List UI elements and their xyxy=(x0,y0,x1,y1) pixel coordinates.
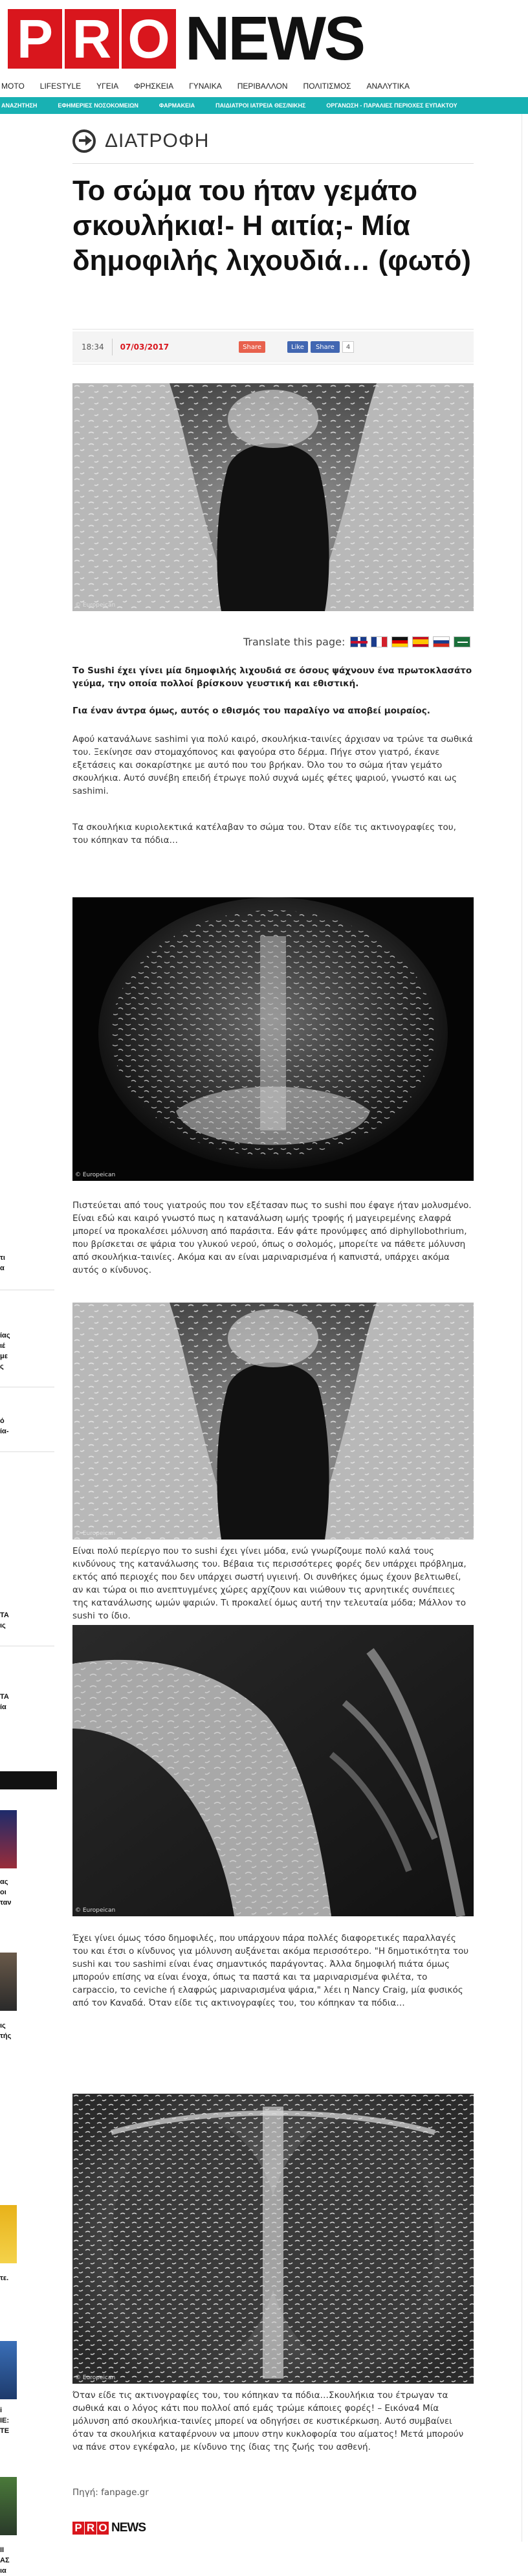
logo-pro xyxy=(8,9,179,69)
nav-item-environment[interactable]: ΠΕΡΙΒΑΛΛΟΝ xyxy=(237,82,288,91)
nav-item-religion[interactable]: ΦΡΗΣΚΕΙΑ xyxy=(134,82,174,91)
article-meta-bar xyxy=(72,331,474,363)
xray-graphic xyxy=(72,2094,474,2384)
site-header xyxy=(0,0,528,74)
nav-item-culture[interactable]: ΠΟΛΙΤΙΣΜΟΣ xyxy=(303,82,351,91)
subnav-item-search[interactable]: ΑΝΑΖΗΤΗΣΗ xyxy=(1,102,38,109)
sidebar-frag[interactable]: τε. xyxy=(0,2274,9,2282)
article-paragraph: Έχει γίνει όμως τόσο δημοφιλές, που υπάρχουν πάρα πολλές διαφορετικές παραλλαγές του και έτσι ο κίνδυνος για μόλυνση αυξάνεται ακόμα περισσότερο. "Η δημοτικότητα του sushi και του sashimi είναι ένας σημαντικός παράγοντας. Άλλα δημοφιλή πιάτα όμως μπορούν επίσης να είναι ένοχα, όπως τα παστά και τα μαριναρισμένα φιλέτα, το carpaccio, το ceviche ή ελαφρώς μαριναρισμένα ψάρια," λέει η Nancy Craig, μία φυσικός από τον Καναδά. Όταν είδε τις ακτινογραφίες του, του κόπηκαν τα πόδια… xyxy=(72,1933,469,2008)
article-image-abdomen-xray[interactable] xyxy=(72,897,474,1181)
sidebar-frag[interactable]: ις xyxy=(0,1622,6,1630)
logo-letter-p: P xyxy=(8,9,62,69)
facebook-like-button[interactable] xyxy=(287,341,308,353)
article-paragraph: Πιστεύεται από τους γιατρούς που τον εξέτασαν πως το sushi που έφαγε ήταν μολυσμένο. Είναι εδώ και καιρό γνωστό πως η κατανάλωση ωμής τροφής ή μαγειρεμένης ελαφρά μπορεί να προκαλέσει μόλυνση από παράσιτα. Εάν φάτε προνύμφες από diphyllobothrium, που βρίσκεται σε ψάρια του γλυκού νερού, όπως ο σολομός, μπορείτε να πάθετε μόλυνση από σκουλήκια-ταινίες. Ακόμα και αν είναι μαριναρισμένα ή καπνιστά, υπάρχει ακόμα αυτός ο κίνδυνος. xyxy=(72,1200,472,1275)
sidebar-frag[interactable]: ας xyxy=(0,1878,8,1886)
sidebar-frag[interactable]: οι xyxy=(0,1888,6,1896)
translate-label: Translate this page: xyxy=(243,636,346,648)
sidebar-frag[interactable]: ς xyxy=(0,1363,4,1371)
category-divider xyxy=(72,163,474,164)
sidebar-frag[interactable]: α xyxy=(0,1264,5,1272)
sub-nav xyxy=(0,97,528,114)
subnav-item-pharmacies[interactable]: ΦΑΡΜΑΚΕΙΑ xyxy=(159,102,195,109)
article-source[interactable]: Πηγή: fanpage.gr xyxy=(72,2487,149,2498)
logo-news: NEWS xyxy=(185,4,364,73)
sidebar-frag[interactable]: τής xyxy=(0,2032,12,2040)
sidebar-frag[interactable]: ό xyxy=(0,1417,5,1425)
facebook-share-count: 4 xyxy=(342,341,354,353)
image-caption: © Europeican xyxy=(75,602,116,609)
sidebar-frag[interactable]: ία xyxy=(0,1703,6,1711)
meta-separator xyxy=(112,339,113,355)
image-caption: © Europeican xyxy=(75,1907,116,1914)
arrow-circle-icon xyxy=(72,129,96,153)
image-caption: © Europeican xyxy=(75,1530,116,1537)
translate-widget xyxy=(243,636,474,648)
meta-divider-top xyxy=(72,329,474,330)
sidebar-thumbnail[interactable] xyxy=(0,2341,17,2399)
sidebar-divider xyxy=(0,1451,54,1452)
subnav-item-hospitals[interactable]: ΕΦΗΜΕΡΙΕΣ ΝΟΣΟΚΟΜΕΙΩΝ xyxy=(58,102,138,109)
nav-item-lifestyle[interactable]: LIFESTYLE xyxy=(39,82,82,91)
share-label: Share xyxy=(243,343,262,351)
nav-item-moto[interactable]: ΜΟΤΟ xyxy=(1,82,25,91)
footer-logo-pro xyxy=(72,2522,109,2535)
article-image-shoulder-xray[interactable] xyxy=(72,1625,474,1916)
sidebar-frag[interactable]: i xyxy=(0,2406,3,2414)
nav-item-health[interactable]: ΥΓΕΙΑ xyxy=(96,82,119,91)
logo-letter-r: R xyxy=(65,9,119,69)
logo-letter-o: O xyxy=(122,9,176,69)
sidebar-frag[interactable]: ις xyxy=(0,2022,6,2030)
footer-logo[interactable] xyxy=(72,2521,146,2535)
flag-german-icon[interactable] xyxy=(391,636,408,647)
sidebar-frag[interactable]: ΤΑ xyxy=(0,1611,9,1619)
sidebar-frag[interactable]: τι xyxy=(0,1254,5,1262)
subnav-item-pediatricians[interactable]: ΠΑΙΔΙΑΤΡΟΙ ΙΑΤΡΕΙΑ ΘΕΣ/ΝΙΚΗΣ xyxy=(215,102,306,109)
article-image-chest-xray[interactable] xyxy=(72,2094,474,2384)
footer-logo-letter-r: R xyxy=(85,2522,96,2535)
share-button[interactable] xyxy=(239,341,265,353)
xray-graphic xyxy=(72,1303,474,1540)
nav-item-woman[interactable]: ΓΥΝΑΙΚΑ xyxy=(189,82,222,91)
article-category[interactable] xyxy=(72,129,209,153)
sidebar-frag[interactable]: ταν xyxy=(0,1899,12,1907)
subnav-item-beaches[interactable]: ΟΡΓΑΝΩΣΗ - ΠΑΡΑΛΙΕΣ ΠΕΡΙΟΧΕΣ ΕΥΠΑΚΤΟΥ xyxy=(326,102,457,109)
xray-graphic xyxy=(72,897,474,1181)
sidebar-frag[interactable]: με xyxy=(0,1352,8,1360)
article-paragraph: Για έναν άντρα όμως, αυτός ο εθισμός του παραλίγο να αποβεί μοιραίος. xyxy=(72,706,430,716)
flag-spanish-icon[interactable] xyxy=(412,636,429,647)
left-sidebar xyxy=(0,114,57,2575)
sidebar-frag[interactable]: ίας xyxy=(0,1332,10,1339)
sidebar-frag[interactable]: ιέ xyxy=(0,1342,6,1350)
article-paragraph: Αφού κατανάλωνε sashimi για πολύ καιρό, σκουλήκια-ταινίες άρχισαν να τρώνε τα σωθικά του. Ξεκίνησε σαν στομαχόπονος και φαγούρα στο δέρμα. Πήγε στον γιατρό, έκανε εξετάσεις και σοκαρίστηκε με αυτό που του βρήκαν. Όλο του το σώμα ήταν γεμάτο σκουλήκια. Αυτό συνέβη επειδή έτρωγε πολύ συχνά ωμές φέτες ψαριού, γνωστό και ως sashimi. xyxy=(72,734,473,796)
nav-item-analytics[interactable]: ΑΝΑΛΥΤΙΚΑ xyxy=(366,82,410,91)
sidebar-frag[interactable]: ΤΑ xyxy=(0,1693,9,1701)
article-date: 07/03/2017 xyxy=(120,342,170,352)
article-time: 18:34 xyxy=(82,342,104,352)
sidebar-frag[interactable]: ΤΕ xyxy=(0,2427,10,2435)
footer-logo-news: NEWS xyxy=(111,2521,146,2535)
article-paragraph: Τα σκουλήκια κυριολεκτικά κατέλαβαν το σώμα του. Όταν είδε τις ακτινογραφίες του, του κόπηκαν τα πόδια… xyxy=(72,822,456,846)
sidebar-thumbnail[interactable] xyxy=(0,2477,17,2535)
article-image-knees-xray[interactable] xyxy=(72,383,474,611)
footer-logo-letter-o: O xyxy=(97,2522,109,2535)
xray-graphic xyxy=(72,1625,474,1916)
main-nav xyxy=(0,76,528,96)
sidebar-thumbnail[interactable] xyxy=(0,1953,17,2011)
article-title: Το σώμα του ήταν γεμάτο σκουλήκια!- Η αιτία;- Μία δημοφιλής λιχουδιά… (φωτό) xyxy=(72,175,471,276)
flag-french-icon[interactable] xyxy=(371,636,388,647)
flag-english-icon[interactable] xyxy=(350,636,367,647)
fb-share-label: Share xyxy=(315,343,335,351)
sidebar-thumbnail[interactable] xyxy=(0,2205,17,2263)
flag-arabic-icon[interactable] xyxy=(454,636,470,647)
sidebar-thumbnail[interactable] xyxy=(0,1810,17,1868)
sidebar-frag[interactable]: ία- xyxy=(0,1428,9,1435)
sidebar-frag[interactable]: ΙΕ: xyxy=(0,2417,10,2425)
sidebar-section-header xyxy=(0,1771,57,1789)
site-logo[interactable] xyxy=(8,4,364,73)
flag-russian-icon[interactable] xyxy=(433,636,450,647)
facebook-share-button[interactable] xyxy=(311,341,340,353)
sidebar-frag[interactable]: ια xyxy=(0,2567,6,2575)
fb-like-label: Like xyxy=(291,343,304,351)
category-label: ΔΙΑΤΡΟΦΗ xyxy=(105,130,210,151)
article-lead: Το Sushi έχει γίνει μία δημοφιλής λιχουδιά σε όσους ψάχνουν ένα πρωτοκλασάτο γεύμα, την οποία πολλοί βρίσκουν γευστική και εθιστική. xyxy=(72,666,472,689)
footer-logo-letter-p: P xyxy=(72,2522,84,2535)
image-caption: © Europeican xyxy=(75,2375,116,2381)
article-paragraph: Είναι πολύ περίεργο που το sushi έχει γίνει μόδα, ενώ γνωρίζουμε πολύ καλά τους κινδύνους της κατανάλωσης του. Βέβαια τις περισσότερες φορές δεν υπάρχει πρόβλημα, εκτός από περιοχές που δεν υπάρχει σωστή υγιεινή. Οι συνθήκες όμως έχουν βελτιωθεί, αν και τώρα οι πιο ανεπτυγμένες χώρες αρχίζουν και νιώθουν τις αρνητικές συνέπειες της κατανάλωσης ωμών ψαριών. Τι προκαλεί όμως αυτή την τελευταία μόδα; Μάλλον το sushi το ίδιο. xyxy=(72,1546,467,1621)
article-image-knees-xray-2[interactable] xyxy=(72,1303,474,1540)
sidebar-frag[interactable]: ΑΣ xyxy=(0,2557,10,2564)
xray-graphic xyxy=(72,383,474,611)
sidebar-frag[interactable]: ΙΙ xyxy=(0,2546,5,2554)
article-paragraph: Όταν είδε τις ακτινογραφίες του, του κόπηκαν τα πόδια…Σκουλήκια του έτρωγαν τα σωθικά και ο λόγος κάτι που πολλοί από εμάς τρώμε κάποιες φορές! – Εικόνα4 Μία μόλυνση από σκουλήκια-ταινίες μπορεί να οδηγήσει σε κυστικέρκωση. Αυτό συμβαίνει όταν τα σκουλήκια καταφέρνουν να μπουν στην κυκλοφορία του αίματος! Μετά μπορούν να πάνε στον εγκέφαλο, με κίνδυνο της ίδιας της ζωής του ασθενή. xyxy=(72,2390,464,2452)
image-caption: © Europeican xyxy=(75,1172,116,1178)
